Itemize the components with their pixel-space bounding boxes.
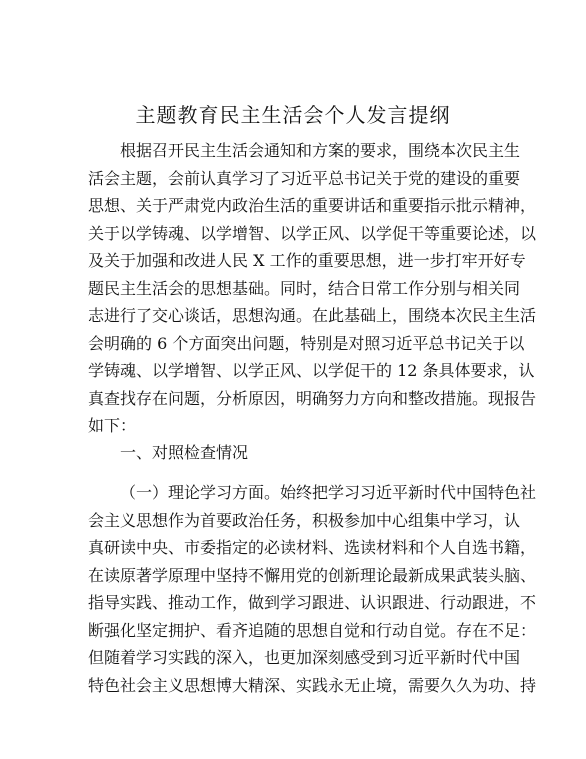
text-line: 题民主生活会的思想基础。同时，结合日常工作分别与相关同 xyxy=(88,278,521,298)
theory-study-paragraph xyxy=(88,479,537,699)
text-line: 及关于加强和改进人民 X 工作的重要思想，进一步打牢开好专 xyxy=(88,251,526,270)
text-line: 根据召开民主生活会通知和方案的要求，围绕本次民主生 xyxy=(120,141,521,160)
text-line: 活会主题，会前认真学习了习近平总书记关于党的建设的重要 xyxy=(88,168,521,188)
text-line: 指导实践、推动工作，做到学习跟进、认识跟进、行动跟进，不 xyxy=(88,593,537,612)
text-line: 志进行了交心谈话，思想沟通。在此基础上，围绕本次民主生活 xyxy=(88,306,537,325)
text-line: 关于以学铸魂、以学增智、以学正风、以学促干等重要论述，以 xyxy=(88,223,537,243)
text-line: 如下： xyxy=(88,416,137,435)
text-line: 断强化坚定拥护、看齐追随的思想自觉和行动自觉。存在不足： xyxy=(88,620,537,640)
text-line: 真研读中央、市委指定的必读材料、选读材料和个人自选书籍， xyxy=(88,538,537,557)
text-line: 真查找存在问题，分析原因，明确努力方向和整改措施。现报告 xyxy=(88,388,537,408)
document-title: 主题教育民主生活会个人发言提纲 xyxy=(135,103,451,127)
text-line: 但随着学习实践的深入，也更加深刻感受到习近平新时代中国 xyxy=(88,648,521,667)
text-line: 在读原著学原理中坚持不懈用党的创新理论最新成果武装头脑、 xyxy=(88,565,537,585)
text-line: 学铸魂、以学增智、以学正风、以学促干的 12 条具体要求，认 xyxy=(88,361,535,380)
text-line: 会主义思想作为首要政治任务，积极参加中心组集中学习，认 xyxy=(88,510,521,530)
text-line: 会明确的 6 个方面突出问题，特别是对照习近平总书记关于以 xyxy=(88,333,525,353)
intro-paragraph xyxy=(88,137,537,440)
text-line: 思想、关于严肃党内政治生活的重要讲话和重要指示批示精神， xyxy=(88,196,537,215)
text-line: （一）理论学习方面。始终把学习习近平新时代中国特色社 xyxy=(120,483,537,502)
section-heading: 一、对照检查情况 xyxy=(120,443,249,462)
text-line: 特色社会主义思想博大精深、实践永无止境，需要久久为功、持 xyxy=(88,675,537,695)
